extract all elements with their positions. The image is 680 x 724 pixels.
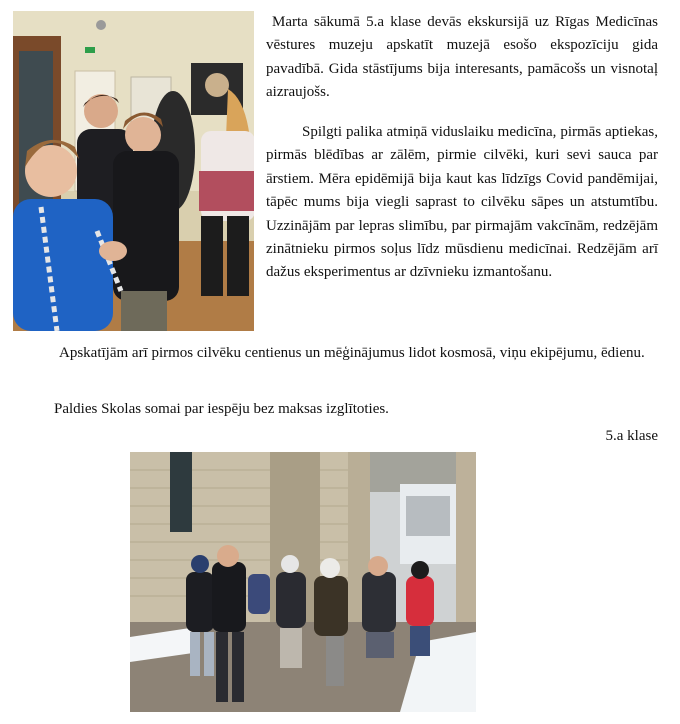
- thanks-paragraph: Paldies Skolas somai par iespēju bez maksas izglītoties.: [54, 401, 389, 417]
- intro-paragraph: Marta sākumā 5.a klase devās ekskursijā uz Rīgas Medicīnas vēstures muzeju apskatīt muzejā esošo ekspozīciju gida pavadībā. Gida stāstījums bija interesants, pamācošs un visnotaļ aizraujošs.: [266, 14, 658, 101]
- group-outside-photo: [130, 452, 476, 712]
- signature: 5.a klase: [605, 428, 658, 444]
- memories-paragraph: Spilgti palika atmiņā viduslaiku medicīna, pirmās aptiekas, pirmās blēdības ar zālēm, pirmie cilvēki, kuri sevi sauca par ārstiem. Mēra epidēmijā bija kaut kas līdzīgs Covid pandēmijai, tāpēc mums bija viegli saprast to cilvēku sāpes un atstumtību. Uzzinājām par lepras slimību, par pirmajām vakcīnām, redzējām zinātnieku pirmos soļus līdz mūsdienu medicīnai. Redzējām arī dažus eksperimentus ar dzīvnieku izmantošanu.: [266, 124, 658, 281]
- museum-visit-photo: [13, 11, 254, 331]
- space-paragraph: Apskatījām arī pirmos cilvēku centienus un mēģinājumus lidot kosmosā, viņu ekipējumu, ēdienu.: [59, 345, 645, 361]
